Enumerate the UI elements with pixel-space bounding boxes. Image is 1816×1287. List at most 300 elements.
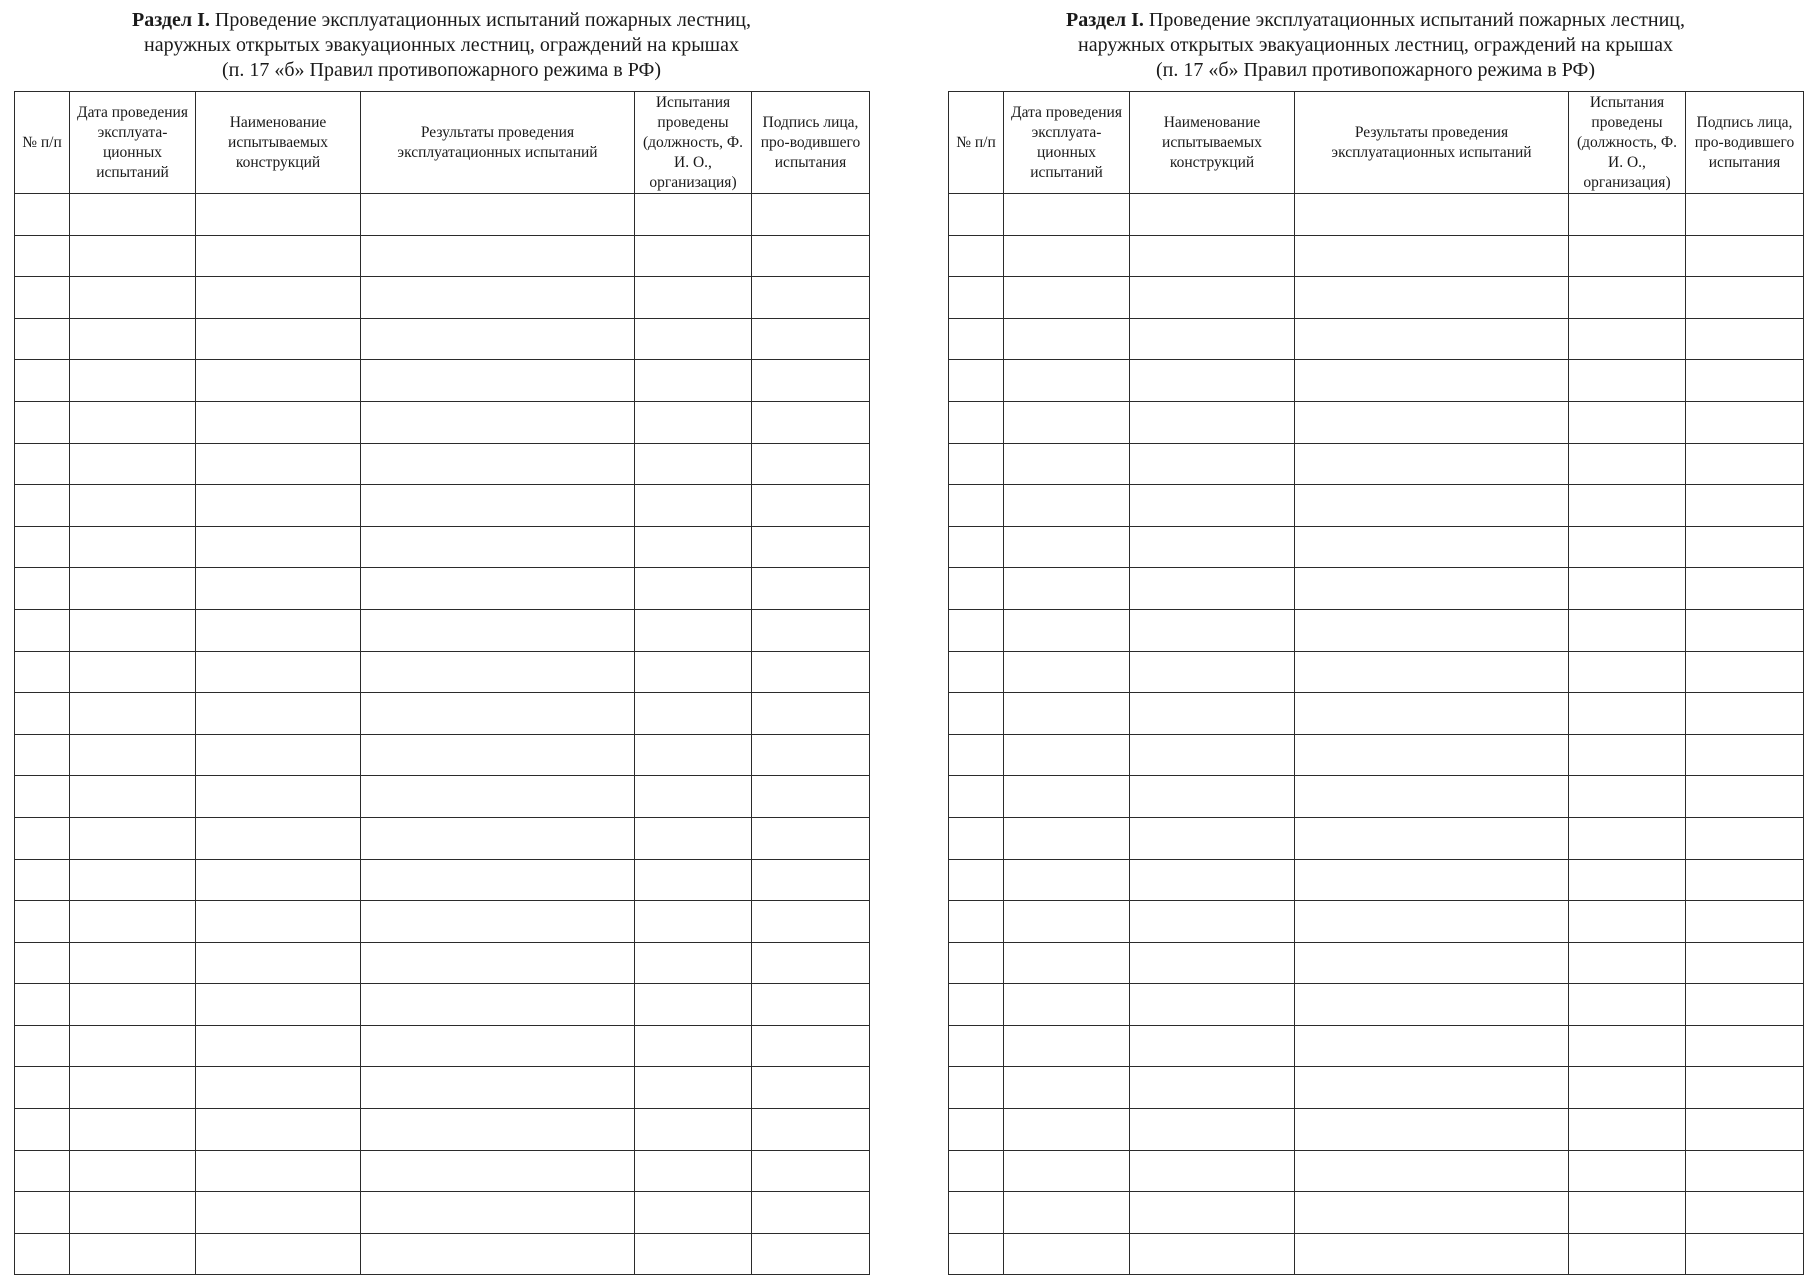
cell-number <box>15 984 70 1026</box>
cell-construction <box>196 277 361 319</box>
title-line-3: (п. 17 «б» Правил противопожарного режима в РФ) <box>222 59 661 81</box>
cell-construction <box>1130 1109 1295 1151</box>
cell-construction <box>196 734 361 776</box>
cell-construction <box>196 651 361 693</box>
cell-date <box>70 194 196 236</box>
section-label: Раздел I. <box>1066 9 1144 31</box>
table-row <box>15 485 870 527</box>
cell-number <box>15 817 70 859</box>
cell-number <box>15 1109 70 1151</box>
cell-construction <box>1130 693 1295 735</box>
table-row <box>949 1067 1804 1109</box>
cell-signature <box>752 568 870 610</box>
cell-date <box>1004 609 1130 651</box>
cell-date <box>70 443 196 485</box>
cell-number <box>15 401 70 443</box>
cell-number <box>15 1025 70 1067</box>
cell-signature <box>1686 901 1804 943</box>
table-row <box>949 651 1804 693</box>
cell-tester <box>635 360 752 402</box>
cell-tester <box>635 443 752 485</box>
cell-number <box>15 942 70 984</box>
cell-results <box>361 651 635 693</box>
col-date-header: Дата проведения эксплуата-ционных испытаний <box>1004 92 1130 194</box>
cell-construction <box>1130 1233 1295 1275</box>
col-number-header: № п/п <box>949 92 1004 194</box>
cell-tester <box>635 194 752 236</box>
cell-signature <box>1686 1025 1804 1067</box>
cell-results <box>361 1192 635 1234</box>
cell-results <box>1295 235 1569 277</box>
cell-date <box>1004 859 1130 901</box>
cell-signature <box>1686 942 1804 984</box>
table-row <box>15 776 870 818</box>
cell-number <box>15 1067 70 1109</box>
cell-tester <box>635 568 752 610</box>
table-row <box>15 984 870 1026</box>
cell-signature <box>752 443 870 485</box>
cell-results <box>1295 318 1569 360</box>
cell-results <box>361 734 635 776</box>
col-tester-header: Испытания проведены (должность, Ф. И. О., организация) <box>635 92 752 194</box>
cell-tester <box>1569 859 1686 901</box>
table-row <box>949 401 1804 443</box>
table-row <box>949 277 1804 319</box>
table-row <box>949 609 1804 651</box>
cell-tester <box>635 942 752 984</box>
cell-results <box>1295 651 1569 693</box>
cell-results <box>1295 1067 1569 1109</box>
cell-date <box>70 1233 196 1275</box>
cell-tester <box>1569 485 1686 527</box>
cell-date <box>70 318 196 360</box>
cell-number <box>15 859 70 901</box>
section-heading <box>948 0 1803 80</box>
cell-results <box>1295 1109 1569 1151</box>
section-label: Раздел I. <box>132 9 210 31</box>
cell-construction <box>1130 734 1295 776</box>
cell-number <box>949 1109 1004 1151</box>
cell-results <box>1295 734 1569 776</box>
cell-results <box>361 568 635 610</box>
cell-results <box>1295 693 1569 735</box>
cell-tester <box>1569 817 1686 859</box>
table-row <box>15 817 870 859</box>
cell-signature <box>1686 401 1804 443</box>
cell-construction <box>196 693 361 735</box>
cell-tester <box>1569 1025 1686 1067</box>
cell-number <box>15 318 70 360</box>
table-row <box>949 443 1804 485</box>
table-row <box>15 1192 870 1234</box>
cell-date <box>1004 651 1130 693</box>
cell-signature <box>752 194 870 236</box>
cell-construction <box>196 1109 361 1151</box>
cell-number <box>949 1233 1004 1275</box>
cell-construction <box>196 901 361 943</box>
cell-signature <box>752 817 870 859</box>
cell-results <box>361 859 635 901</box>
cell-signature <box>1686 1150 1804 1192</box>
cell-date <box>1004 277 1130 319</box>
cell-tester <box>635 734 752 776</box>
cell-signature <box>1686 235 1804 277</box>
col-tester-header: Испытания проведены (должность, Ф. И. О., организация) <box>1569 92 1686 194</box>
table-body <box>15 194 870 1275</box>
cell-construction <box>1130 1067 1295 1109</box>
cell-date <box>1004 901 1130 943</box>
tests-log-table <box>948 91 1804 1275</box>
cell-tester <box>635 817 752 859</box>
cell-construction <box>1130 984 1295 1026</box>
cell-number <box>15 526 70 568</box>
cell-number <box>949 651 1004 693</box>
cell-date <box>70 1109 196 1151</box>
cell-signature <box>1686 318 1804 360</box>
cell-date <box>70 277 196 319</box>
cell-number <box>15 1192 70 1234</box>
cell-date <box>1004 984 1130 1026</box>
cell-construction <box>1130 651 1295 693</box>
table-row <box>949 901 1804 943</box>
cell-tester <box>635 1109 752 1151</box>
table-row <box>15 526 870 568</box>
title-line-1: Проведение эксплуатационных испытаний пожарных лестниц, <box>214 9 751 31</box>
cell-number <box>15 1150 70 1192</box>
cell-number <box>15 693 70 735</box>
cell-signature <box>752 277 870 319</box>
cell-signature <box>1686 1067 1804 1109</box>
cell-tester <box>1569 568 1686 610</box>
cell-date <box>1004 443 1130 485</box>
cell-date <box>70 1150 196 1192</box>
table-row <box>949 776 1804 818</box>
cell-results <box>361 1025 635 1067</box>
cell-date <box>1004 1150 1130 1192</box>
cell-number <box>949 942 1004 984</box>
cell-tester <box>635 485 752 527</box>
col-construction-header: Наименование испытываемых конструкций <box>196 92 361 194</box>
cell-date <box>1004 734 1130 776</box>
cell-tester <box>635 318 752 360</box>
cell-date <box>70 401 196 443</box>
cell-results <box>361 526 635 568</box>
cell-results <box>361 443 635 485</box>
cell-number <box>949 734 1004 776</box>
title-line-2: наружных открытых эвакуационных лестниц, ограждений на крышах <box>1078 34 1673 56</box>
cell-results <box>1295 194 1569 236</box>
cell-construction <box>196 360 361 402</box>
table-row <box>15 942 870 984</box>
cell-signature <box>752 401 870 443</box>
table-row <box>949 734 1804 776</box>
cell-construction <box>1130 1025 1295 1067</box>
cell-tester <box>635 693 752 735</box>
cell-date <box>70 817 196 859</box>
cell-results <box>361 1109 635 1151</box>
cell-results <box>1295 1150 1569 1192</box>
table-row <box>15 568 870 610</box>
cell-tester <box>1569 651 1686 693</box>
cell-signature <box>752 984 870 1026</box>
cell-date <box>70 693 196 735</box>
cell-results <box>361 318 635 360</box>
cell-date <box>1004 360 1130 402</box>
cell-tester <box>635 1150 752 1192</box>
cell-tester <box>1569 318 1686 360</box>
section-heading <box>14 0 869 80</box>
table-row <box>15 235 870 277</box>
table-row <box>15 318 870 360</box>
table-row <box>949 693 1804 735</box>
cell-number <box>949 277 1004 319</box>
table-row <box>949 817 1804 859</box>
table-row <box>15 609 870 651</box>
cell-tester <box>1569 235 1686 277</box>
cell-signature <box>1686 1109 1804 1151</box>
table-row <box>949 1109 1804 1151</box>
cell-signature <box>1686 568 1804 610</box>
cell-signature <box>752 693 870 735</box>
cell-signature <box>1686 859 1804 901</box>
tests-log-table <box>14 91 870 1275</box>
cell-number <box>15 194 70 236</box>
cell-results <box>1295 443 1569 485</box>
col-results-header: Результаты проведения эксплуатационных испытаний <box>1295 92 1569 194</box>
cell-results <box>361 194 635 236</box>
cell-date <box>1004 1025 1130 1067</box>
cell-date <box>1004 194 1130 236</box>
cell-number <box>949 401 1004 443</box>
cell-date <box>70 734 196 776</box>
cell-signature <box>752 485 870 527</box>
cell-construction <box>196 609 361 651</box>
cell-date <box>1004 526 1130 568</box>
cell-number <box>15 651 70 693</box>
cell-date <box>70 526 196 568</box>
table-row <box>949 1233 1804 1275</box>
cell-tester <box>1569 942 1686 984</box>
right-page <box>948 0 1803 1287</box>
cell-signature <box>752 609 870 651</box>
cell-construction <box>196 984 361 1026</box>
table-row <box>949 318 1804 360</box>
cell-tester <box>1569 360 1686 402</box>
cell-date <box>70 651 196 693</box>
table-row <box>949 485 1804 527</box>
cell-number <box>15 776 70 818</box>
cell-signature <box>752 1192 870 1234</box>
cell-date <box>1004 318 1130 360</box>
table-row <box>949 1150 1804 1192</box>
cell-number <box>15 1233 70 1275</box>
cell-signature <box>1686 609 1804 651</box>
cell-signature <box>752 734 870 776</box>
cell-tester <box>635 859 752 901</box>
cell-results <box>1295 277 1569 319</box>
cell-number <box>949 568 1004 610</box>
table-row <box>15 360 870 402</box>
cell-date <box>70 568 196 610</box>
cell-results <box>1295 485 1569 527</box>
cell-date <box>70 942 196 984</box>
cell-construction <box>196 1233 361 1275</box>
cell-tester <box>1569 401 1686 443</box>
cell-construction <box>1130 194 1295 236</box>
cell-results <box>361 1067 635 1109</box>
cell-results <box>1295 1192 1569 1234</box>
cell-date <box>1004 1233 1130 1275</box>
cell-signature <box>752 1150 870 1192</box>
cell-signature <box>1686 443 1804 485</box>
cell-construction <box>1130 526 1295 568</box>
cell-number <box>15 901 70 943</box>
col-results-header: Результаты проведения эксплуатационных испытаний <box>361 92 635 194</box>
cell-signature <box>1686 360 1804 402</box>
cell-construction <box>196 485 361 527</box>
cell-construction <box>1130 942 1295 984</box>
cell-results <box>1295 942 1569 984</box>
cell-results <box>1295 1025 1569 1067</box>
cell-number <box>949 1025 1004 1067</box>
cell-signature <box>752 901 870 943</box>
table-row <box>15 194 870 236</box>
cell-number <box>949 693 1004 735</box>
cell-construction <box>196 318 361 360</box>
cell-construction <box>1130 609 1295 651</box>
table-row <box>949 1025 1804 1067</box>
cell-tester <box>635 984 752 1026</box>
cell-construction <box>196 443 361 485</box>
cell-construction <box>196 1025 361 1067</box>
table-row <box>15 859 870 901</box>
table-row <box>15 901 870 943</box>
cell-number <box>949 901 1004 943</box>
table-row <box>15 401 870 443</box>
table-row <box>949 194 1804 236</box>
cell-construction <box>196 1192 361 1234</box>
cell-signature <box>752 1109 870 1151</box>
table-row <box>949 984 1804 1026</box>
cell-construction <box>1130 568 1295 610</box>
cell-construction <box>196 859 361 901</box>
cell-date <box>1004 485 1130 527</box>
cell-signature <box>752 526 870 568</box>
table-row <box>15 1067 870 1109</box>
cell-signature <box>752 776 870 818</box>
cell-results <box>361 235 635 277</box>
table-row <box>949 859 1804 901</box>
title-line-3: (п. 17 «б» Правил противопожарного режима в РФ) <box>1156 59 1595 81</box>
cell-signature <box>1686 693 1804 735</box>
table-row <box>15 1150 870 1192</box>
cell-date <box>1004 401 1130 443</box>
cell-results <box>361 609 635 651</box>
table-body <box>949 194 1804 1275</box>
cell-date <box>70 859 196 901</box>
table-row <box>15 277 870 319</box>
col-construction-header: Наименование испытываемых конструкций <box>1130 92 1295 194</box>
cell-results <box>1295 984 1569 1026</box>
cell-tester <box>635 651 752 693</box>
cell-construction <box>1130 776 1295 818</box>
cell-tester <box>1569 901 1686 943</box>
cell-date <box>1004 568 1130 610</box>
col-signature-header: Подпись лица, про-водившего испытания <box>1686 92 1804 194</box>
table-row <box>15 1025 870 1067</box>
cell-results <box>361 360 635 402</box>
cell-results <box>1295 401 1569 443</box>
cell-number <box>949 194 1004 236</box>
cell-tester <box>635 1025 752 1067</box>
cell-construction <box>196 401 361 443</box>
left-page <box>14 0 869 1287</box>
cell-signature <box>752 942 870 984</box>
cell-tester <box>1569 526 1686 568</box>
cell-tester <box>635 901 752 943</box>
cell-date <box>1004 1067 1130 1109</box>
table-row <box>15 734 870 776</box>
cell-construction <box>1130 318 1295 360</box>
cell-date <box>70 360 196 402</box>
cell-tester <box>635 277 752 319</box>
cell-date <box>70 235 196 277</box>
cell-results <box>1295 360 1569 402</box>
cell-signature <box>1686 194 1804 236</box>
table-row <box>949 1192 1804 1234</box>
cell-results <box>1295 1233 1569 1275</box>
cell-results <box>1295 776 1569 818</box>
cell-date <box>1004 235 1130 277</box>
cell-results <box>361 776 635 818</box>
cell-number <box>15 568 70 610</box>
cell-number <box>949 526 1004 568</box>
cell-results <box>1295 859 1569 901</box>
cell-signature <box>752 651 870 693</box>
cell-construction <box>196 1067 361 1109</box>
cell-construction <box>1130 401 1295 443</box>
cell-number <box>949 817 1004 859</box>
cell-signature <box>1686 1192 1804 1234</box>
table-header-row <box>15 92 870 194</box>
cell-results <box>361 984 635 1026</box>
cell-tester <box>635 1192 752 1234</box>
table-row <box>15 1233 870 1275</box>
cell-number <box>949 443 1004 485</box>
cell-results <box>361 942 635 984</box>
cell-date <box>70 609 196 651</box>
cell-number <box>949 1067 1004 1109</box>
cell-construction <box>1130 859 1295 901</box>
cell-tester <box>635 526 752 568</box>
cell-number <box>949 235 1004 277</box>
cell-tester <box>1569 693 1686 735</box>
cell-signature <box>1686 1233 1804 1275</box>
cell-construction <box>196 194 361 236</box>
table-row <box>949 568 1804 610</box>
cell-number <box>949 776 1004 818</box>
cell-signature <box>1686 526 1804 568</box>
col-date-header: Дата проведения эксплуата-ционных испытаний <box>70 92 196 194</box>
cell-signature <box>1686 277 1804 319</box>
table-row <box>949 526 1804 568</box>
cell-tester <box>635 776 752 818</box>
cell-signature <box>752 1233 870 1275</box>
cell-construction <box>196 568 361 610</box>
cell-signature <box>1686 984 1804 1026</box>
cell-signature <box>1686 776 1804 818</box>
cell-signature <box>752 235 870 277</box>
